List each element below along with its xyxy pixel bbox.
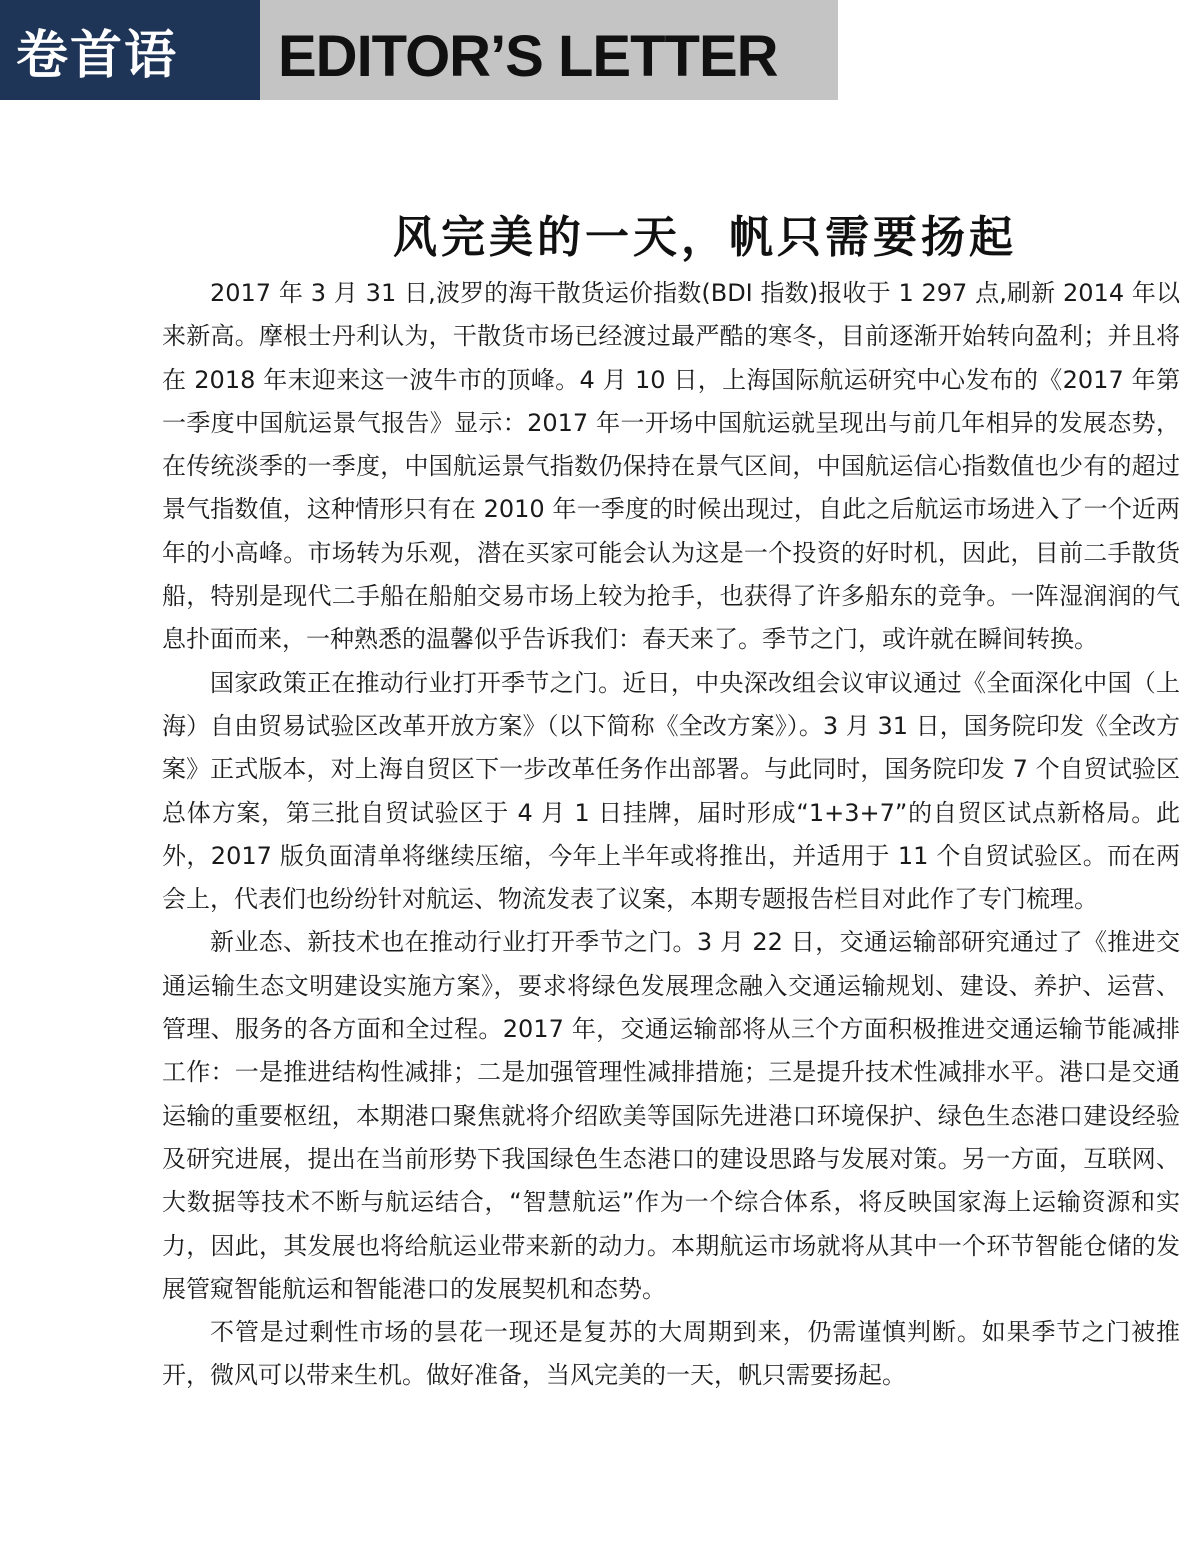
section-header bbox=[0, 0, 838, 100]
article-body bbox=[162, 272, 1180, 1398]
paragraph: 不管是过剩性市场的昙花一现还是复苏的大周期到来，仍需谨慎判断。如果季节之门被推开，微风可以带来生机。做好准备，当风完美的一天，帆只需要扬起。 bbox=[162, 1318, 1180, 1390]
paragraph: 新业态、新技术也在推动行业打开季节之门。3 月 22 日，交通运输部研究通过了《推进交通运输生态文明建设实施方案》，要求将绿色发展理念融入交通运输规划、建设、养护、运营、管理、服务的各方面和全过程。2017 年，交通运输部将从三个方面积极推进交通运输节能减排工作：一是推进结构性减排；二是加强管理性减排措施；三是提升技术性减排水平。港口是交通运输的重要枢纽，本期港口聚焦就将介绍欧美等国际先进港口环境保护、绿色生态港口建设经验及研究进展，提出在当前形势下我国绿色生态港口的建设思路与发展对策。另一方面，互联网、大数据等技术不断与航运结合，“智慧航运”作为一个综合体系，将反映国家海上运输资源和实力，因此，其发展也将给航运业带来新的动力。本期航运市场就将从其中一个环节智能仓储的发展管窥智能航运和智能港口的发展契机和态势。 bbox=[162, 928, 1180, 1303]
article-title: 风完美的一天，帆只需要扬起 bbox=[393, 212, 1017, 264]
paragraph: 2017 年 3 月 31 日,波罗的海干散货运价指数(BDI 指数)报收于 1 297 点,刷新 2014 年以来新高。摩根士丹利认为，干散货市场已经渡过最严酷的寒冬，目前逐渐开始转向盈利；并且将在 2018 年末迎来这一波牛市的顶峰。4 月 10 日，上海国际航运研究中心发布的《2017 年第一季度中国航运景气报告》显示：2017 年一开场中国航运就呈现出与前几年相异的发展态势，在传统淡季的一季度，中国航运景气指数仍保持在景气区间，中国航运信心指数值也少有的超过景气指数值，这种情形只有在 2010 年一季度的时候出现过，自此之后航运市场进入了一个近两年的小高峰。市场转为乐观，潜在买家可能会认为这是一个投资的好时机，因此，目前二手散货船，特别是现代二手船在船舶交易市场上较为抢手，也获得了许多船东的竞争。一阵湿润润的气息扑面而来，一种熟悉的温馨似乎告诉我们：春天来了。季节之门，或许就在瞬间转换。 bbox=[162, 279, 1180, 654]
section-label-cn: 卷首语 bbox=[0, 0, 260, 100]
section-label-en: EDITOR’S LETTER bbox=[260, 0, 838, 100]
paragraph: 国家政策正在推动行业打开季节之门。近日，中央深改组会议审议通过《全面深化中国（上海）自由贸易试验区改革开放方案》（以下简称《全改方案》）。3 月 31 日，国务院印发《全改方案》正式版本，对上海自贸区下一步改革任务作出部署。与此同时，国务院印发 7 个自贸试验区总体方案，第三批自贸试验区于 4 月 1 日挂牌，届时形成“1+3+7”的自贸区试点新格局。此外，2017 版负面清单将继续压缩，今年上半年或将推出，并适用于 11 个自贸试验区。而在两会上，代表们也纷纷针对航运、物流发表了议案，本期专题报告栏目对此作了专门梳理。 bbox=[162, 668, 1180, 914]
